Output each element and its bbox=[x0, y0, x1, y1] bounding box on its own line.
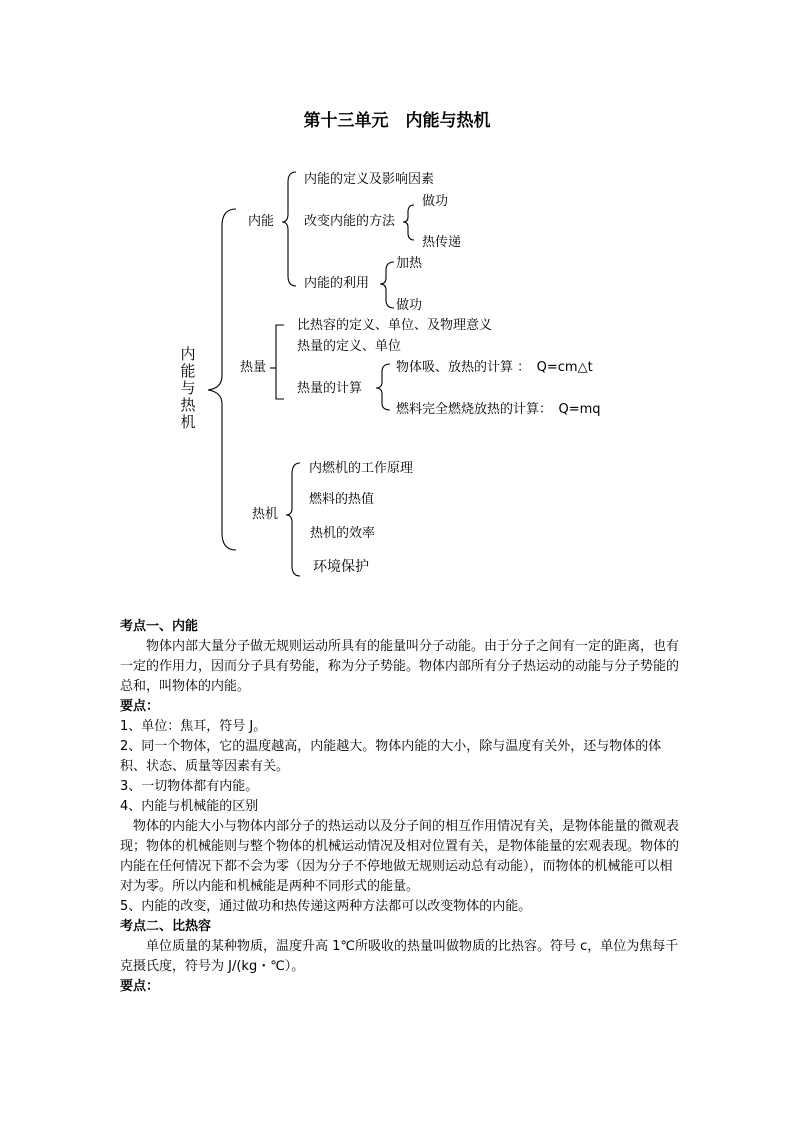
branch-neineng: 内能 bbox=[248, 214, 275, 229]
kp1-point-4-paragraph: 物体的内能大小与物体内部分子的热运动以及分子间的相互作用情况有关，是物体能量的微观表现；物体的机械能则与整个物体的机械运动情况及相对位置有关，是物体能量的宏观表现。物体的内能在任何情况下都不会为零（因为分子不停地做无规则运动总有动能），而物体的机械能可以相对为零。所以内能和机械能是两种不同形式的能量。 bbox=[120, 819, 680, 894]
item-change-methods: 改变内能的方法 bbox=[304, 214, 396, 229]
mindmap-root: 内能与热机 bbox=[180, 345, 196, 431]
item-environment: 环境保护 bbox=[313, 559, 369, 575]
body-content bbox=[120, 617, 680, 997]
method-brace bbox=[403, 205, 414, 240]
kp1-point-2: 2、同一个物体，它的温度越高，内能越大。物体内能的大小，除与温度有关外，还与物体的体积、状态、质量等因素有关。 bbox=[120, 739, 662, 774]
branch-reji: 热机 bbox=[252, 507, 279, 522]
item-absorb-release-formula: 物体吸、放热的计算 ： Q=cm△t bbox=[396, 360, 593, 375]
item-neineng-definition: 内能的定义及影响因素 bbox=[304, 172, 435, 187]
item-work: 做功 bbox=[422, 194, 449, 209]
kp1-point-1: 1、单位：焦耳，符号 J。 bbox=[120, 719, 267, 734]
kp1-point-4: 4、内能与机械能的区别 bbox=[120, 799, 259, 814]
usage-brace bbox=[380, 262, 394, 308]
item-neineng-usage: 内能的利用 bbox=[304, 276, 370, 291]
calc-brace bbox=[376, 364, 390, 410]
item-specific-heat: 比热容的定义、单位、及物理意义 bbox=[297, 318, 493, 333]
root-brace bbox=[208, 209, 236, 550]
neineng-brace bbox=[282, 172, 296, 286]
kp2-heading: 考点二、比热容 bbox=[120, 919, 212, 934]
item-heat-transfer: 热传递 bbox=[422, 235, 462, 250]
item-engine-principle: 内燃机的工作原理 bbox=[309, 461, 414, 476]
kp2-points-heading: 要点： bbox=[120, 979, 160, 994]
reliang-brace bbox=[276, 325, 284, 399]
kp1-heading: 考点一、内能 bbox=[120, 619, 199, 634]
item-heat-definition: 热量的定义、单位 bbox=[297, 339, 402, 354]
kp2-paragraph: 单位质量的某种物质，温度升高 1℃所吸收的热量叫做物质的比热容。符号 c，单位为焦每千克摄氏度，符号为 J/(kg・℃）。 bbox=[120, 939, 679, 974]
page-title: 第十三单元 内能与热机 bbox=[303, 111, 491, 131]
item-usage-work: 做功 bbox=[396, 298, 423, 313]
item-heating: 加热 bbox=[396, 256, 423, 271]
item-fuel-formula: 燃料完全燃烧放热的计算： Q=mq bbox=[396, 402, 601, 417]
branch-reliang: 热量 bbox=[240, 360, 267, 375]
kp1-paragraph: 物体内部大量分子做无规则运动所具有的能量叫分子动能。由于分子之间有一定的距离，也有一定的作用力，因而分子具有势能，称为分子势能。物体内部所有分子热运动的动能与分子势能的总和，叫物体的内能。 bbox=[120, 639, 680, 694]
kp1-point-3: 3、一切物体都有内能。 bbox=[120, 779, 259, 794]
kp1-points-heading: 要点： bbox=[120, 699, 160, 714]
item-heat-calc: 热量的计算 bbox=[297, 381, 363, 396]
reji-brace bbox=[286, 463, 300, 576]
item-engine-efficiency: 热机的效率 bbox=[310, 526, 376, 541]
item-fuel-heat-value: 燃料的热值 bbox=[309, 492, 375, 507]
kp1-point-5: 5、内能的改变，通过做功和热传递这两种方法都可以改变物体的内能。 bbox=[120, 899, 532, 914]
